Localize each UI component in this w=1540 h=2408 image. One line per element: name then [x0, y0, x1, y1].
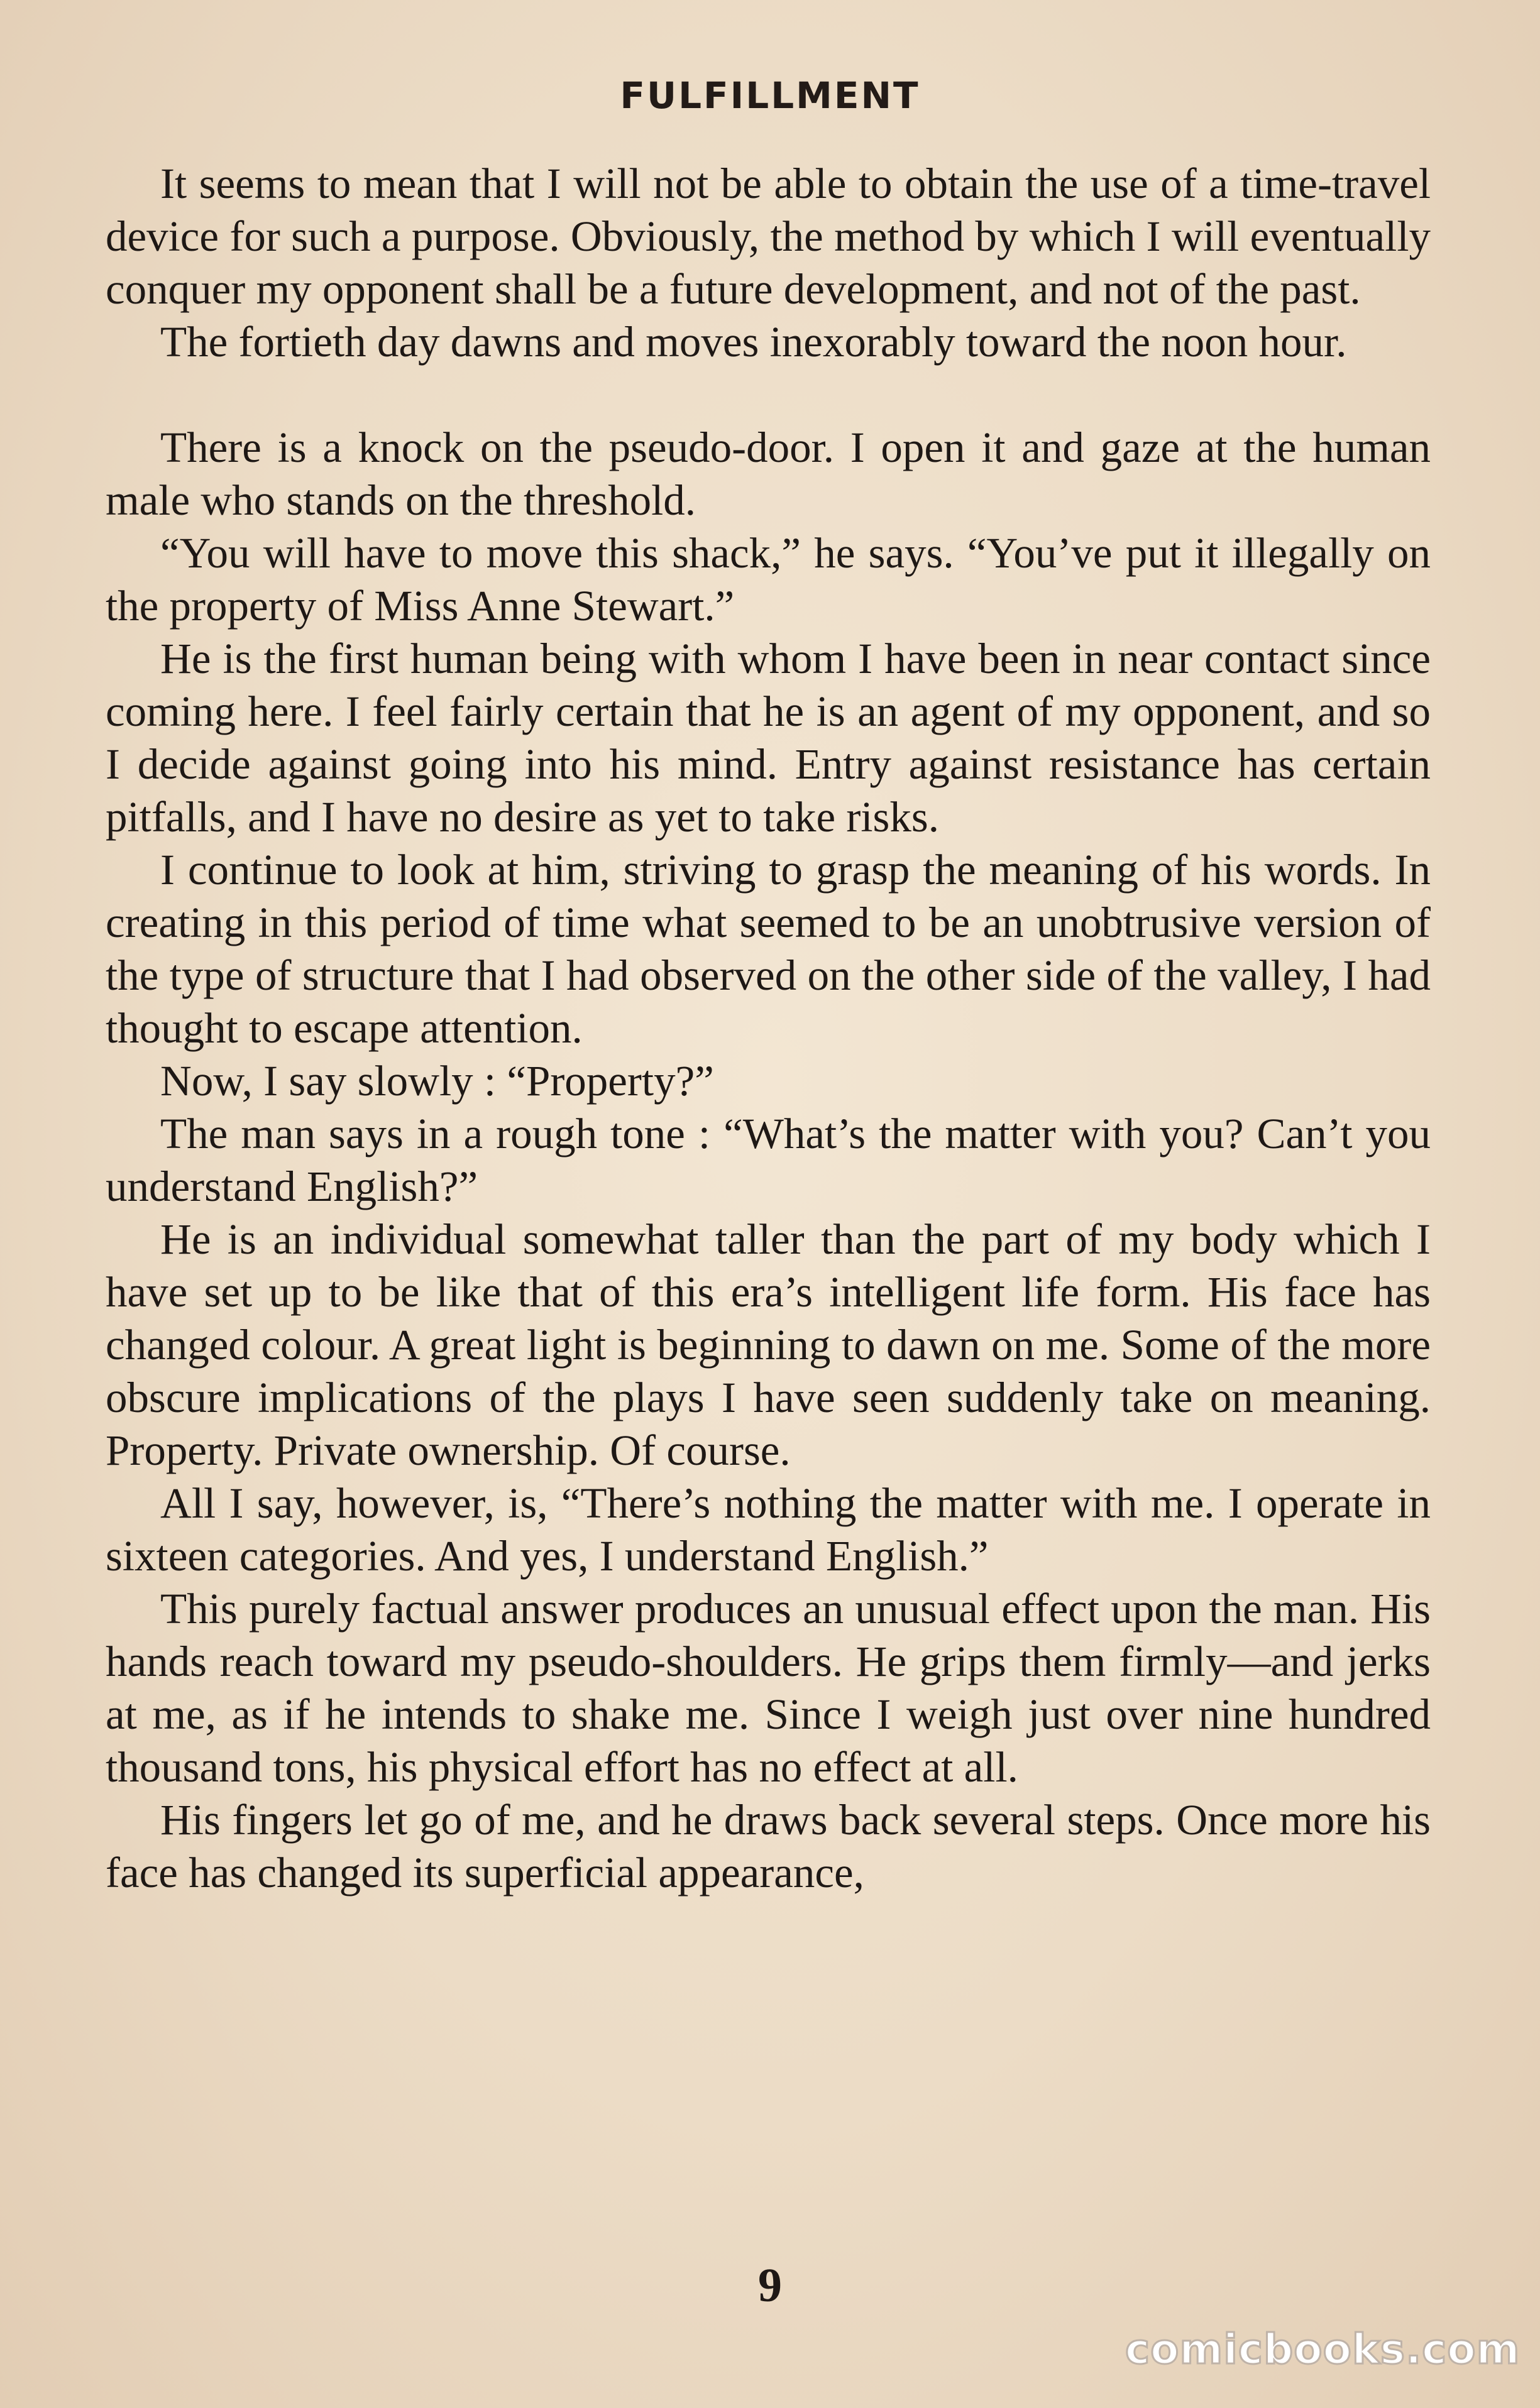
- paragraph: This purely factual answer produces an unusual effect upon the man. His hands reach toward my pseudo-shoulders. He grips them firmly—and jerks at me, as if he intends to shake me. Since I weigh just over nine hundred thousand tons, his physical effort has no effect at all.: [106, 1585, 1431, 1791]
- paragraph: I continue to look at him, striving to grasp the meaning of his words. In creating in this period of time what seemed to be an unobtrusive version of the type of structure that I had observed on the other side of the valley, I had thought to escape attention.: [106, 846, 1431, 1052]
- paragraph: The man says in a rough tone : “What’s the matter with you? Can’t you understand English?”: [106, 1110, 1431, 1210]
- paragraph: The fortieth day dawns and moves inexorably toward the noon hour.: [160, 318, 1347, 366]
- paragraph: It seems to mean that I will not be able to obtain the use of a time-travel device for such a purpose. Obviously, the method by which I will eventually conquer my opponent shall be a future development, and not of the past.: [106, 160, 1431, 313]
- paragraph: There is a knock on the pseudo-door. I open it and gaze at the human male who stands on the threshold.: [106, 424, 1431, 524]
- paragraph: “You will have to move this shack,” he says. “You’ve put it illegally on the property of Miss Anne Stewart.”: [106, 529, 1431, 630]
- paragraph: He is an individual somewhat taller than the part of my body which I have set up to be like that of this era’s intelligent life form. His face has changed colour. A great light is beginning to dawn on me. Some of the more obscure implications of the plays I have seen suddenly take on meaning. Property. Private ownership. Of course.: [106, 1215, 1431, 1474]
- paragraph: All I say, however, is, “There’s nothing the matter with me. I operate in sixteen categories. And yes, I understand English.”: [106, 1479, 1431, 1580]
- running-header: FULFILLMENT: [620, 74, 920, 117]
- paragraph: He is the first human being with whom I have been in near contact since coming here. I feel fairly certain that he is an agent of my opponent, and so I decide against going into his mind. Entry against resistance has certain pitfalls, and I have no desire as yet to take risks.: [106, 635, 1431, 841]
- page-number: 9: [758, 2259, 782, 2312]
- paragraph: Now, I say slowly : “Property?”: [160, 1057, 714, 1105]
- watermark: comicbooks.com: [1125, 2325, 1521, 2373]
- paragraph: His fingers let go of me, and he draws back several steps. Once more his face has changed its superficial appearance,: [106, 1796, 1431, 1896]
- body-text: [106, 157, 1431, 1899]
